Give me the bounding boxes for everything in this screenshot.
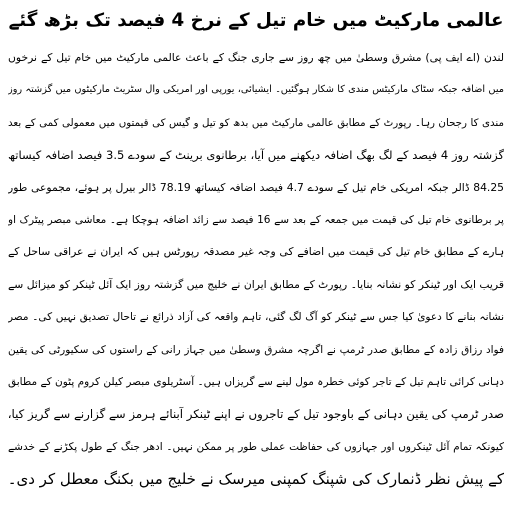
article-line: کے پیش نظر ڈنمارک کی شپنگ کمپنی میرسک نے خلیج میں بکنگ معطل کر دی۔	[8, 470, 504, 489]
article-line: نشانہ بنانے کا دعویٰ کیا جس سے ٹینکر کو آگ لگ گئی، تاہم واقعہ کی آزاد ذرائع نے تاحال تصدیق نہیں کی۔ مصر	[8, 311, 504, 324]
article-line: صدر ٹرمپ کی یقین دہانی کے باوجود تیل کے تاجروں نے اپنے ٹینکر آبنائے ہرمز سے گزارنے سے گریز کیا،	[8, 407, 504, 422]
article-line: ہارے کے مطابق خام تیل کی قیمت میں اضافے کی وجہ غیر مصدقہ رپورٹس ہیں کہ ایران نے عراقی ساحل کے	[8, 245, 504, 259]
article-line: مندی کا رجحان رہا۔ رپورٹ کے مطابق عالمی مارکیٹ میں بدھ کو تیل و گیس کی قیمتوں میں معمولی کمی کے بعد	[8, 116, 504, 129]
article-line: قریب ایک اور ٹینکر کو نشانہ بنایا۔ رپورٹ کے مطابق ایران نے خلیج میں گزشتہ روز ایک آئل ٹینکر کو میزائل سے	[8, 277, 504, 291]
article-line: فواد رزاق زادہ کے مطابق صدر ٹرمپ نے اگرچہ مشرق وسطیٰ میں جہاز رانی کے راستوں کی سکیورٹی کی یقین	[8, 343, 504, 356]
article-line: دہانی کرائی تاہم تیل کے تاجر کوئی خطرہ مول لینے سے گریزاں ہیں۔ آسٹریلوی مبصر کیلن کروم پٹون کے مطابق	[8, 375, 504, 388]
article-line: گزشتہ روز 4 فیصد کے لگ بھگ اضافہ دیکھنے میں آیا، برطانوی برینٹ کے سودے 3.5 فیصد اضافہ کیساتھ	[8, 148, 504, 163]
article-line: کیونکہ تمام آئل ٹینکروں اور جہازوں کی حفاظت عملی طور پر ممکن نہیں۔ ادھر جنگ کے طول پکڑنے کے خدشے	[8, 440, 504, 453]
article-line: پر برطانوی خام تیل کی قیمت میں جمعہ کے بعد سے 16 فیصد سے زائد اضافہ ہوچکا ہے۔ معاشی مبصر پیٹرک او	[8, 213, 504, 226]
article-line: لندن (اے ایف پی) مشرق وسطیٰ میں چھ روز سے جاری جنگ کے باعث عالمی مارکیٹ میں خام تیل کے نرخوں	[8, 51, 504, 64]
headline: عالمی مارکیٹ میں خام تیل کے نرخ 4 فیصد تک بڑھ گئے	[8, 10, 504, 31]
article-line: میں اضافہ جبکہ سٹاک مارکیٹس مندی کا شکار ہوگئیں۔ ایشیائی، یورپی اور امریکی وال سٹریٹ مارکیٹوں میں گزشتہ روز	[8, 84, 504, 96]
article-line: 84.25 ڈالر جبکہ امریکی خام تیل کے سودے 4.7 فیصد اضافہ کیساتھ 78.19 ڈالر بیرل پر ہوئے، مجموعی طور	[8, 180, 504, 194]
article-body	[8, 42, 504, 495]
